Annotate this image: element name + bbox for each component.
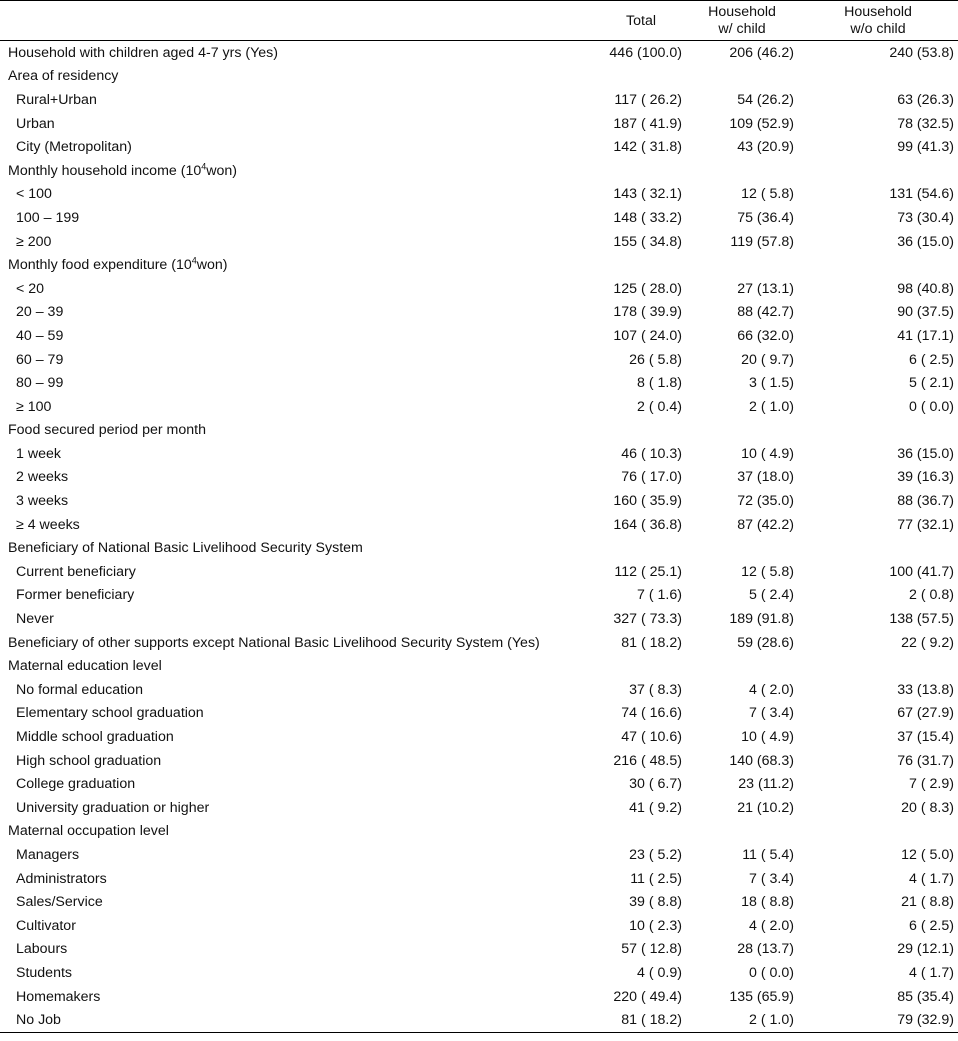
row-label xyxy=(0,654,590,678)
cell-with-child: 7 ( 3.4) xyxy=(749,705,794,722)
header-total: Total xyxy=(626,12,656,29)
header-without-child-line2: w/o child xyxy=(850,21,906,37)
cell-total: 74 ( 16.6) xyxy=(621,705,682,722)
row-label-text: Maternal education level xyxy=(8,658,162,675)
row-label-suffix: won) xyxy=(206,162,238,179)
row-label-text: ≥ 100 xyxy=(16,398,52,415)
table-row xyxy=(0,206,958,230)
row-label xyxy=(0,536,590,560)
row-label xyxy=(0,442,590,466)
row-label-text: Middle school graduation xyxy=(16,729,174,746)
table-row xyxy=(0,1008,958,1032)
cell-with-child: 75 (36.4) xyxy=(737,209,794,226)
cell-without-child: 78 (32.5) xyxy=(897,115,954,132)
row-label xyxy=(0,489,590,513)
cell-with-child: 11 ( 5.4) xyxy=(742,846,794,863)
cell-without-child xyxy=(798,159,958,183)
row-label xyxy=(0,65,590,89)
table-row xyxy=(0,536,958,560)
row-label-text: 20 – 39 xyxy=(16,304,64,321)
cell-without-child xyxy=(798,536,958,560)
cell-with-child: 21 (10.2) xyxy=(737,799,794,816)
cell-with-child: 7 ( 3.4) xyxy=(749,870,794,887)
table-row xyxy=(0,301,958,325)
row-label xyxy=(0,395,590,419)
table-row xyxy=(0,985,958,1009)
cell-with-child: 12 ( 5.8) xyxy=(741,563,794,580)
header-with-child-line2: w/ child xyxy=(718,21,766,37)
row-label xyxy=(0,1008,590,1032)
row-label xyxy=(0,371,590,395)
row-label-text: High school graduation xyxy=(16,752,162,769)
table-body xyxy=(0,41,958,1033)
row-label xyxy=(0,277,590,301)
row-label-text: Monthly household income (10 xyxy=(8,162,202,179)
cell-with-child: 37 (18.0) xyxy=(737,469,794,486)
row-label-superscript: 4 xyxy=(191,255,197,266)
cell-with-child: 66 (32.0) xyxy=(737,327,794,344)
row-label-text: ≥ 4 weeks xyxy=(16,516,80,533)
row-label xyxy=(0,725,590,749)
table-row xyxy=(0,41,958,65)
cell-total xyxy=(590,654,686,678)
cell-without-child: 90 (37.5) xyxy=(897,304,954,321)
cell-without-child: 20 ( 8.3) xyxy=(901,799,954,816)
cell-total: 37 ( 8.3) xyxy=(629,681,682,698)
cell-without-child xyxy=(798,65,958,89)
row-label-text: 3 weeks xyxy=(16,493,69,510)
cell-total: 112 ( 25.1) xyxy=(614,563,682,580)
cell-with-child: 2 ( 1.0) xyxy=(749,1012,794,1029)
cell-without-child xyxy=(798,654,958,678)
row-label xyxy=(0,513,590,537)
cell-total xyxy=(590,419,686,443)
row-label xyxy=(0,772,590,796)
row-label-text: Students xyxy=(16,964,73,981)
row-label-text: University graduation or higher xyxy=(16,799,210,816)
cell-without-child: 0 ( 0.0) xyxy=(909,398,954,415)
table-row xyxy=(0,183,958,207)
cell-total: 7 ( 1.6) xyxy=(637,587,682,604)
row-label-text: Food secured period per month xyxy=(8,422,206,439)
row-label xyxy=(0,749,590,773)
row-label xyxy=(0,938,590,962)
cell-without-child: 6 ( 2.5) xyxy=(909,351,954,368)
cell-total: 142 ( 31.8) xyxy=(613,139,682,156)
row-label-superscript: 4 xyxy=(201,161,207,172)
cell-total: 81 ( 18.2) xyxy=(621,1012,682,1029)
cell-with-child xyxy=(686,253,798,277)
table-row xyxy=(0,796,958,820)
cell-without-child: 85 (35.4) xyxy=(897,988,954,1005)
cell-with-child: 27 (13.1) xyxy=(737,280,794,297)
header-blank xyxy=(0,1,590,41)
table-row xyxy=(0,584,958,608)
row-label xyxy=(0,206,590,230)
row-label xyxy=(0,961,590,985)
row-label xyxy=(0,466,590,490)
row-label-suffix: won) xyxy=(196,257,228,274)
cell-with-child: 206 (46.2) xyxy=(729,44,794,61)
cell-total: 446 (100.0) xyxy=(609,44,682,61)
row-label xyxy=(0,324,590,348)
cell-with-child: 28 (13.7) xyxy=(737,941,794,958)
row-label-text: 40 – 59 xyxy=(16,327,64,344)
row-label-text: < 20 xyxy=(16,280,45,297)
row-label xyxy=(0,88,590,112)
cell-without-child: 100 (41.7) xyxy=(889,563,954,580)
cell-without-child: 98 (40.8) xyxy=(897,280,954,297)
row-label xyxy=(0,41,590,65)
table-row xyxy=(0,230,958,254)
cell-total: 81 ( 18.2) xyxy=(621,634,682,651)
cell-without-child: 12 ( 5.0) xyxy=(901,846,954,863)
cell-total: 107 ( 24.0) xyxy=(613,327,682,344)
cell-total: 2 ( 0.4) xyxy=(637,398,682,415)
cell-with-child: 59 (28.6) xyxy=(737,634,794,651)
cell-with-child: 5 ( 2.4) xyxy=(749,587,794,604)
cell-with-child: 189 (91.8) xyxy=(729,611,794,628)
cell-with-child xyxy=(686,159,798,183)
cell-with-child: 20 ( 9.7) xyxy=(741,351,794,368)
row-label-text: City (Metropolitan) xyxy=(16,139,132,156)
cell-with-child: 72 (35.0) xyxy=(737,493,794,510)
row-label xyxy=(0,890,590,914)
table-row xyxy=(0,678,958,702)
table-row xyxy=(0,961,958,985)
row-label-text: Labours xyxy=(16,941,68,958)
cell-with-child: 0 ( 0.0) xyxy=(749,964,794,981)
row-label-text: ≥ 200 xyxy=(16,233,52,250)
cell-with-child xyxy=(686,419,798,443)
cell-without-child: 76 (31.7) xyxy=(897,752,954,769)
cell-total: 47 ( 10.6) xyxy=(621,729,682,746)
cell-total xyxy=(590,820,686,844)
cell-total: 41 ( 9.2) xyxy=(629,799,682,816)
cell-without-child: 99 (41.3) xyxy=(897,139,954,156)
row-label-text: 60 – 79 xyxy=(16,351,64,368)
cell-total xyxy=(590,65,686,89)
table-row xyxy=(0,371,958,395)
row-label xyxy=(0,843,590,867)
table-row xyxy=(0,159,958,183)
row-label-text: No Job xyxy=(16,1012,61,1029)
cell-without-child: 6 ( 2.5) xyxy=(909,917,954,934)
row-label-text: Maternal occupation level xyxy=(8,823,169,840)
row-label-text: College graduation xyxy=(16,776,136,793)
table-row xyxy=(0,914,958,938)
table-row xyxy=(0,348,958,372)
row-label-text: Beneficiary of other supports except National Basic Livelihood Security System (Yes) xyxy=(8,634,540,651)
cell-without-child: 79 (32.9) xyxy=(897,1012,954,1029)
row-label xyxy=(0,867,590,891)
cell-without-child: 36 (15.0) xyxy=(897,233,954,250)
cell-total xyxy=(590,536,686,560)
table-row xyxy=(0,419,958,443)
cell-with-child: 10 ( 4.9) xyxy=(741,445,794,462)
row-label xyxy=(0,230,590,254)
cell-without-child: 21 ( 8.8) xyxy=(901,894,954,911)
row-label xyxy=(0,301,590,325)
table-row xyxy=(0,607,958,631)
row-label-text: Area of residency xyxy=(8,68,119,85)
row-label xyxy=(0,348,590,372)
table-row xyxy=(0,112,958,136)
row-label xyxy=(0,796,590,820)
cell-total: 327 ( 73.3) xyxy=(613,611,682,628)
cell-total xyxy=(590,159,686,183)
row-label xyxy=(0,820,590,844)
cell-total: 220 ( 49.4) xyxy=(613,988,682,1005)
header-with-child-line1: Household xyxy=(708,4,776,20)
cell-total: 178 ( 39.9) xyxy=(613,304,682,321)
table-row xyxy=(0,820,958,844)
cell-total: 216 ( 48.5) xyxy=(613,752,682,769)
row-label-text: Administrators xyxy=(16,870,107,887)
cell-total: 164 ( 36.8) xyxy=(613,516,682,533)
cell-total: 76 ( 17.0) xyxy=(621,469,682,486)
table-row xyxy=(0,135,958,159)
cell-without-child: 7 ( 2.9) xyxy=(909,776,954,793)
header-household-without-child xyxy=(798,1,958,41)
cell-total: 57 ( 12.8) xyxy=(621,941,682,958)
cell-without-child: 36 (15.0) xyxy=(897,445,954,462)
table-row xyxy=(0,324,958,348)
cell-with-child: 4 ( 2.0) xyxy=(749,917,794,934)
table-row xyxy=(0,725,958,749)
row-label xyxy=(0,159,590,183)
row-label-text: No formal education xyxy=(16,681,143,698)
cell-total: 10 ( 2.3) xyxy=(629,917,682,934)
cell-without-child xyxy=(798,820,958,844)
row-label xyxy=(0,419,590,443)
table-row xyxy=(0,631,958,655)
cell-total: 26 ( 5.8) xyxy=(629,351,682,368)
row-label-text: Homemakers xyxy=(16,988,101,1005)
cell-with-child xyxy=(686,654,798,678)
cell-total: 39 ( 8.8) xyxy=(629,894,682,911)
cell-total: 117 ( 26.2) xyxy=(614,91,682,108)
row-label xyxy=(0,985,590,1009)
row-label-text: < 100 xyxy=(16,186,52,203)
cell-total: 160 ( 35.9) xyxy=(613,493,682,510)
cell-with-child: 109 (52.9) xyxy=(729,115,794,132)
cell-without-child: 138 (57.5) xyxy=(889,611,954,628)
cell-without-child: 2 ( 0.8) xyxy=(909,587,954,604)
cell-with-child: 2 ( 1.0) xyxy=(749,398,794,415)
cell-with-child xyxy=(686,536,798,560)
cell-total: 11 ( 2.5) xyxy=(630,870,682,887)
cell-without-child: 37 (15.4) xyxy=(897,729,954,746)
table-row xyxy=(0,560,958,584)
row-label-text: Household with children aged 4-7 yrs (Yes) xyxy=(8,44,278,61)
cell-total: 143 ( 32.1) xyxy=(613,186,682,203)
cell-total: 187 ( 41.9) xyxy=(613,115,682,132)
row-label xyxy=(0,631,590,655)
cell-with-child xyxy=(686,65,798,89)
cell-without-child: 4 ( 1.7) xyxy=(909,964,954,981)
row-label-text: Managers xyxy=(16,846,80,863)
header-household-with-child xyxy=(686,1,798,41)
row-label xyxy=(0,135,590,159)
cell-total: 46 ( 10.3) xyxy=(621,445,682,462)
cell-total: 4 ( 0.9) xyxy=(637,964,682,981)
table-row xyxy=(0,513,958,537)
cell-without-child: 63 (26.3) xyxy=(897,91,954,108)
row-label-text: 1 week xyxy=(16,445,61,462)
row-label-text: Never xyxy=(16,611,54,628)
cell-without-child: 22 ( 9.2) xyxy=(901,634,954,651)
row-label xyxy=(0,584,590,608)
cell-without-child: 240 (53.8) xyxy=(889,44,954,61)
cell-without-child: 4 ( 1.7) xyxy=(909,870,954,887)
cell-without-child: 5 ( 2.1) xyxy=(909,375,954,392)
row-label-text: Former beneficiary xyxy=(16,587,135,604)
row-label xyxy=(0,253,590,277)
table-row xyxy=(0,442,958,466)
cell-with-child: 140 (68.3) xyxy=(729,752,794,769)
cell-without-child: 29 (12.1) xyxy=(897,941,954,958)
cell-with-child: 12 ( 5.8) xyxy=(741,186,794,203)
cell-without-child: 88 (36.7) xyxy=(897,493,954,510)
row-label-text: Cultivator xyxy=(16,917,76,934)
cell-total: 23 ( 5.2) xyxy=(629,846,682,863)
table-row xyxy=(0,938,958,962)
cell-with-child: 54 (26.2) xyxy=(737,91,794,108)
cell-with-child xyxy=(686,820,798,844)
table-row xyxy=(0,395,958,419)
row-label-text: Sales/Service xyxy=(16,894,103,911)
cell-with-child: 18 ( 8.8) xyxy=(741,894,794,911)
table-row xyxy=(0,466,958,490)
cell-with-child: 87 (42.2) xyxy=(737,516,794,533)
row-label xyxy=(0,607,590,631)
row-label-text: Monthly food expenditure (10 xyxy=(8,257,192,274)
row-label-text: 80 – 99 xyxy=(16,375,64,392)
cell-without-child: 73 (30.4) xyxy=(897,209,954,226)
table-row xyxy=(0,702,958,726)
cell-without-child: 77 (32.1) xyxy=(897,516,954,533)
cell-without-child: 33 (13.8) xyxy=(897,681,954,698)
row-label-text: Rural+Urban xyxy=(16,91,97,108)
cell-total: 148 ( 33.2) xyxy=(613,209,682,226)
table-header xyxy=(0,1,958,41)
table-row xyxy=(0,65,958,89)
row-label-text: Beneficiary of National Basic Livelihood Security System xyxy=(8,540,363,557)
table-row xyxy=(0,654,958,678)
row-label xyxy=(0,560,590,584)
cell-with-child: 43 (20.9) xyxy=(737,139,794,156)
cell-without-child: 41 (17.1) xyxy=(897,327,954,344)
row-label xyxy=(0,678,590,702)
row-label-text: Elementary school graduation xyxy=(16,705,204,722)
cell-total: 30 ( 6.7) xyxy=(629,776,682,793)
cell-total xyxy=(590,253,686,277)
cell-total: 8 ( 1.8) xyxy=(637,375,682,392)
cell-with-child: 3 ( 1.5) xyxy=(749,375,794,392)
header-without-child-line1: Household xyxy=(844,4,912,20)
cell-with-child: 23 (11.2) xyxy=(738,776,794,793)
cell-with-child: 4 ( 2.0) xyxy=(749,681,794,698)
cell-with-child: 10 ( 4.9) xyxy=(741,729,794,746)
table-row xyxy=(0,749,958,773)
row-label-text: 2 weeks xyxy=(16,469,69,486)
cell-without-child: 39 (16.3) xyxy=(897,469,954,486)
table-row xyxy=(0,489,958,513)
row-label xyxy=(0,112,590,136)
cell-total: 155 ( 34.8) xyxy=(613,233,682,250)
table-row xyxy=(0,277,958,301)
row-label-text: Urban xyxy=(16,115,55,132)
row-label xyxy=(0,702,590,726)
row-label-text: 100 – 199 xyxy=(16,209,80,226)
table-row xyxy=(0,843,958,867)
table-row xyxy=(0,867,958,891)
table-row xyxy=(0,890,958,914)
table-row xyxy=(0,88,958,112)
row-label xyxy=(0,183,590,207)
row-label-text: Current beneficiary xyxy=(16,563,136,580)
cell-without-child: 67 (27.9) xyxy=(897,705,954,722)
cell-without-child xyxy=(798,253,958,277)
cell-total: 125 ( 28.0) xyxy=(613,280,682,297)
table-row xyxy=(0,253,958,277)
row-label xyxy=(0,914,590,938)
cell-with-child: 135 (65.9) xyxy=(729,988,794,1005)
cell-with-child: 88 (42.7) xyxy=(737,304,794,321)
cell-without-child xyxy=(798,419,958,443)
cell-with-child: 119 (57.8) xyxy=(730,233,794,250)
cell-without-child: 131 (54.6) xyxy=(889,186,954,203)
table-row xyxy=(0,772,958,796)
